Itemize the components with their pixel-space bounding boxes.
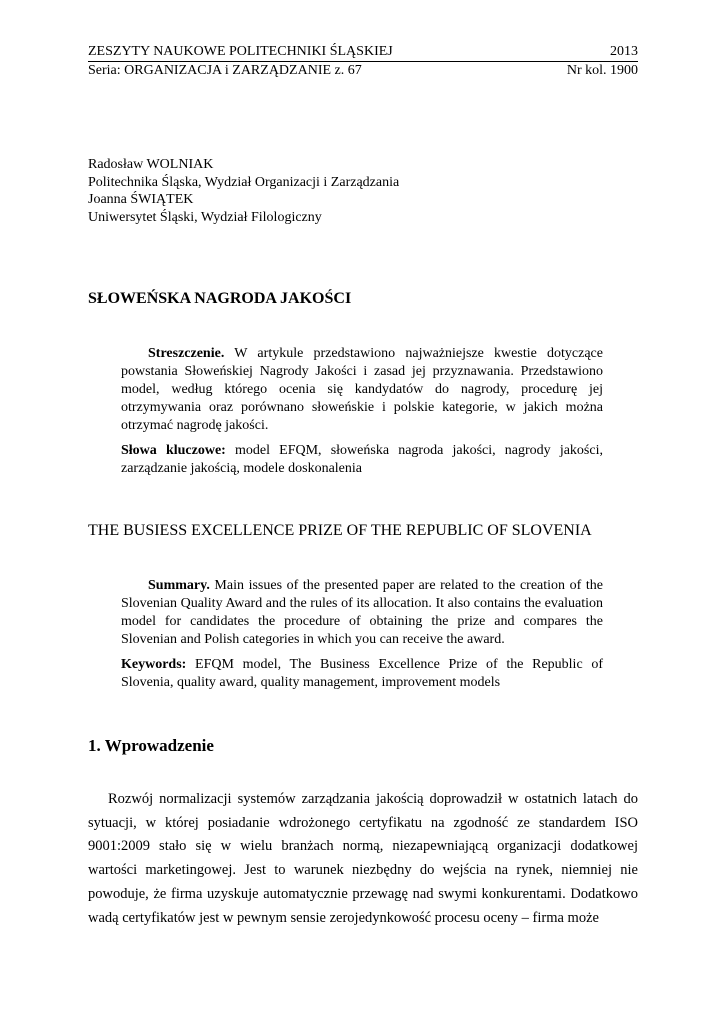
journal-name: ZESZYTY NAUKOWE POLITECHNIKI ŚLĄSKIEJ: [88, 44, 393, 59]
title-english: THE BUSIESS EXCELLENCE PRIZE OF THE REPUBLIC OF SLOVENIA: [88, 522, 592, 539]
keywords-list: model EFQM, słoweńska nagroda jakości, nagrody jakości, zarządzanie jakością, modele doskonalenia: [121, 443, 603, 476]
abstract-polish: [121, 345, 603, 478]
author-affiliation: Uniwersytet Śląski, Wydział Filologiczny: [88, 209, 322, 225]
author-block: [88, 156, 399, 226]
header-row-series: [88, 62, 638, 80]
keywords: [121, 442, 603, 478]
keywords-english: [121, 656, 603, 692]
body-paragraph: Rozwój normalizacji systemów zarządzania jakością doprowadził w ostatnich latach do sytuacji, w której posiadanie wdrożonego certyfikatu na zgodność ze standardem ISO 9001:2009 stało się w wielu branżach normą, niezapewniającą organizacji dodatkowej wartości marketingowej. Jest to warunek niezbędny do wejścia na rynek, niemniej nie powoduje, że firma uzyskuje automatycznie przewagę nad swymi konkurentami. Dodatkowo wadą certyfikatów jest w pewnym sensie zerojedynkowość procesu oceny – firma może: [88, 791, 638, 926]
keywords-label: Keywords:: [121, 657, 187, 672]
abstract-english: [121, 577, 603, 692]
keywords-label: Słowa kluczowe:: [121, 443, 226, 458]
series-name: Seria: ORGANIZACJA i ZARZĄDZANIE z. 67: [88, 63, 362, 78]
journal-year: 2013: [610, 44, 638, 59]
running-header: [88, 43, 638, 80]
header-row-journal: [88, 43, 638, 62]
abstract-label: Streszczenie.: [148, 346, 225, 361]
abstract-text: [121, 345, 603, 435]
summary-text: [121, 577, 603, 649]
keywords-list: EFQM model, The Business Excellence Prize of the Republic of Slovenia, quality award, quality management, improvement models: [121, 657, 603, 690]
summary-body: Main issues of the presented paper are related to the creation of the Slovenian Quality Award and the rules of its allocation. It also contains the evaluation model for candidates the procedure of obtaining the prize and compares the Slovenian and Polish categories in which you can receive the award.: [121, 578, 603, 647]
volume-number: Nr kol. 1900: [566, 63, 638, 78]
author-name: Radosław WOLNIAK: [88, 157, 214, 172]
author-name: Joanna ŚWIĄTEK: [88, 192, 194, 207]
title-polish: SŁOWEŃSKA NAGRODA JAKOŚCI: [88, 290, 352, 307]
section-heading: 1. Wprowadzenie: [88, 736, 214, 755]
abstract-body: W artykule przedstawiono najważniejsze kwestie dotyczące powstania Słoweńskiej Nagrody Jakości i zasad jej przyznawania. Przedstawiono model, według którego ocenia się kandydatów do nagrody, procedurę jej otrzymywania oraz porównano słoweńskie i polskie kategorie, w jakich można otrzymać nagrodę jakości.: [121, 346, 603, 433]
summary-label: Summary.: [148, 578, 210, 593]
author-affiliation: Politechnika Śląska, Wydział Organizacji i Zarządzania: [88, 174, 400, 190]
